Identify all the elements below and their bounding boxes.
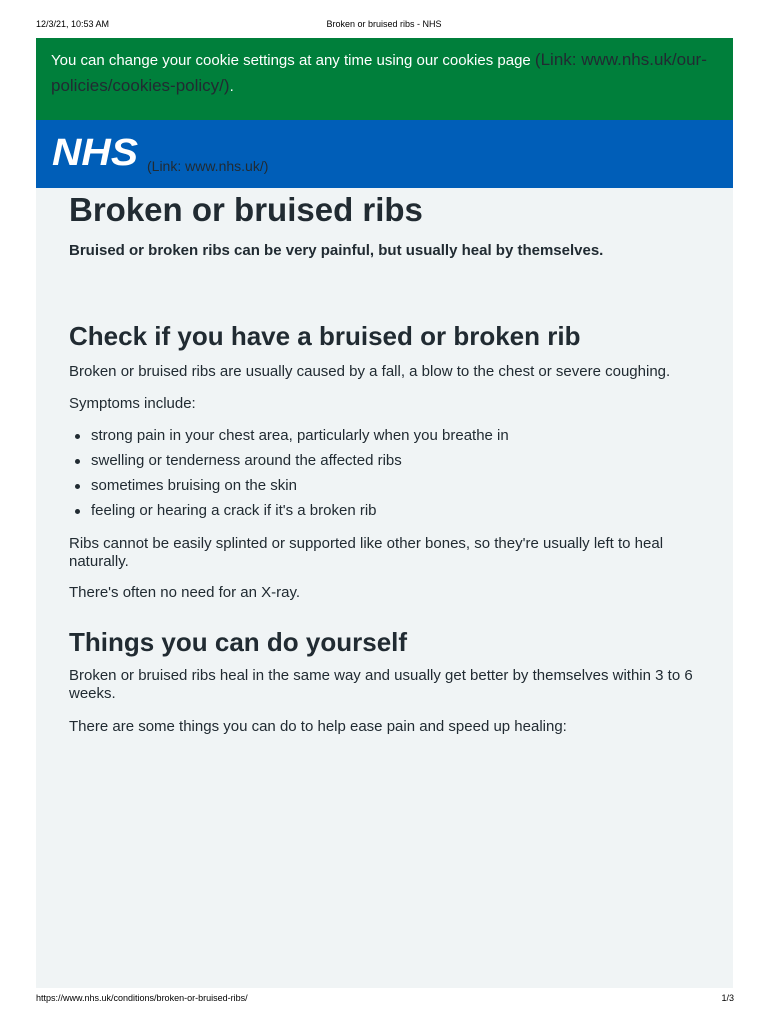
symptom-text: sometimes bruising on the skin bbox=[91, 477, 297, 494]
symptom-text: strong pain in your chest area, particularly when you breathe in bbox=[91, 427, 509, 444]
print-url: https://www.nhs.uk/conditions/broken-or-bruised-ribs/ bbox=[36, 993, 248, 1003]
page-title: Broken or bruised ribs bbox=[69, 191, 423, 228]
print-page-number: 1/3 bbox=[721, 993, 734, 1003]
symptoms-list bbox=[69, 427, 509, 527]
section-self-care-para1: Broken or bruised ribs heal in the same way and usually get better by themselves within 3 to 6 weeks. bbox=[69, 667, 693, 702]
symptoms-label: Symptoms include: bbox=[69, 395, 196, 412]
lede-text: Bruised or broken ribs can be very painful, but usually heal by themselves. bbox=[69, 242, 604, 259]
cookie-banner bbox=[36, 38, 733, 120]
cookie-banner-text: You can change your cookie settings at any time using our cookies page bbox=[51, 52, 535, 69]
print-footer bbox=[0, 993, 768, 1005]
list-item bbox=[69, 452, 509, 477]
cookie-policy-link[interactable]: (Link: www.nhs.uk/our-policies/cookies-policy/) bbox=[51, 50, 707, 95]
section-check-para1: Ribs cannot be easily splinted or supported like other bones, so they're usually left to heal naturally. bbox=[69, 535, 664, 570]
list-item bbox=[69, 427, 509, 452]
print-page-title: Broken or bruised ribs - NHS bbox=[326, 19, 442, 29]
bullet-icon bbox=[75, 434, 80, 439]
bullet-icon bbox=[75, 459, 80, 464]
print-header bbox=[0, 19, 768, 31]
section-check-para2: There's often no need for an X-ray. bbox=[69, 584, 301, 601]
symptom-text: swelling or tenderness around the affected ribs bbox=[91, 452, 402, 469]
section-check-intro: Broken or bruised ribs are usually caused by a fall, a blow to the chest or severe coughing. bbox=[69, 363, 671, 380]
print-datetime: 12/3/21, 10:53 AM bbox=[36, 19, 110, 29]
symptom-text: feeling or hearing a crack if it's a broken rib bbox=[91, 502, 377, 519]
list-item bbox=[69, 502, 509, 527]
site-header bbox=[36, 120, 733, 188]
cookie-banner-period: . bbox=[229, 78, 234, 95]
nhs-logo-text: NHS bbox=[52, 134, 138, 170]
page-content bbox=[36, 38, 733, 988]
bullet-icon bbox=[75, 509, 80, 514]
section-heading-check: Check if you have a bruised or broken rib bbox=[69, 321, 581, 351]
section-self-care-para2: There are some things you can do to help ease pain and speed up healing: bbox=[69, 718, 567, 735]
home-link[interactable]: (Link: www.nhs.uk/) bbox=[147, 158, 269, 174]
section-heading-self-care: Things you can do yourself bbox=[69, 627, 408, 657]
bullet-icon bbox=[75, 484, 80, 489]
list-item bbox=[69, 477, 509, 502]
nhs-logo[interactable] bbox=[52, 134, 140, 170]
